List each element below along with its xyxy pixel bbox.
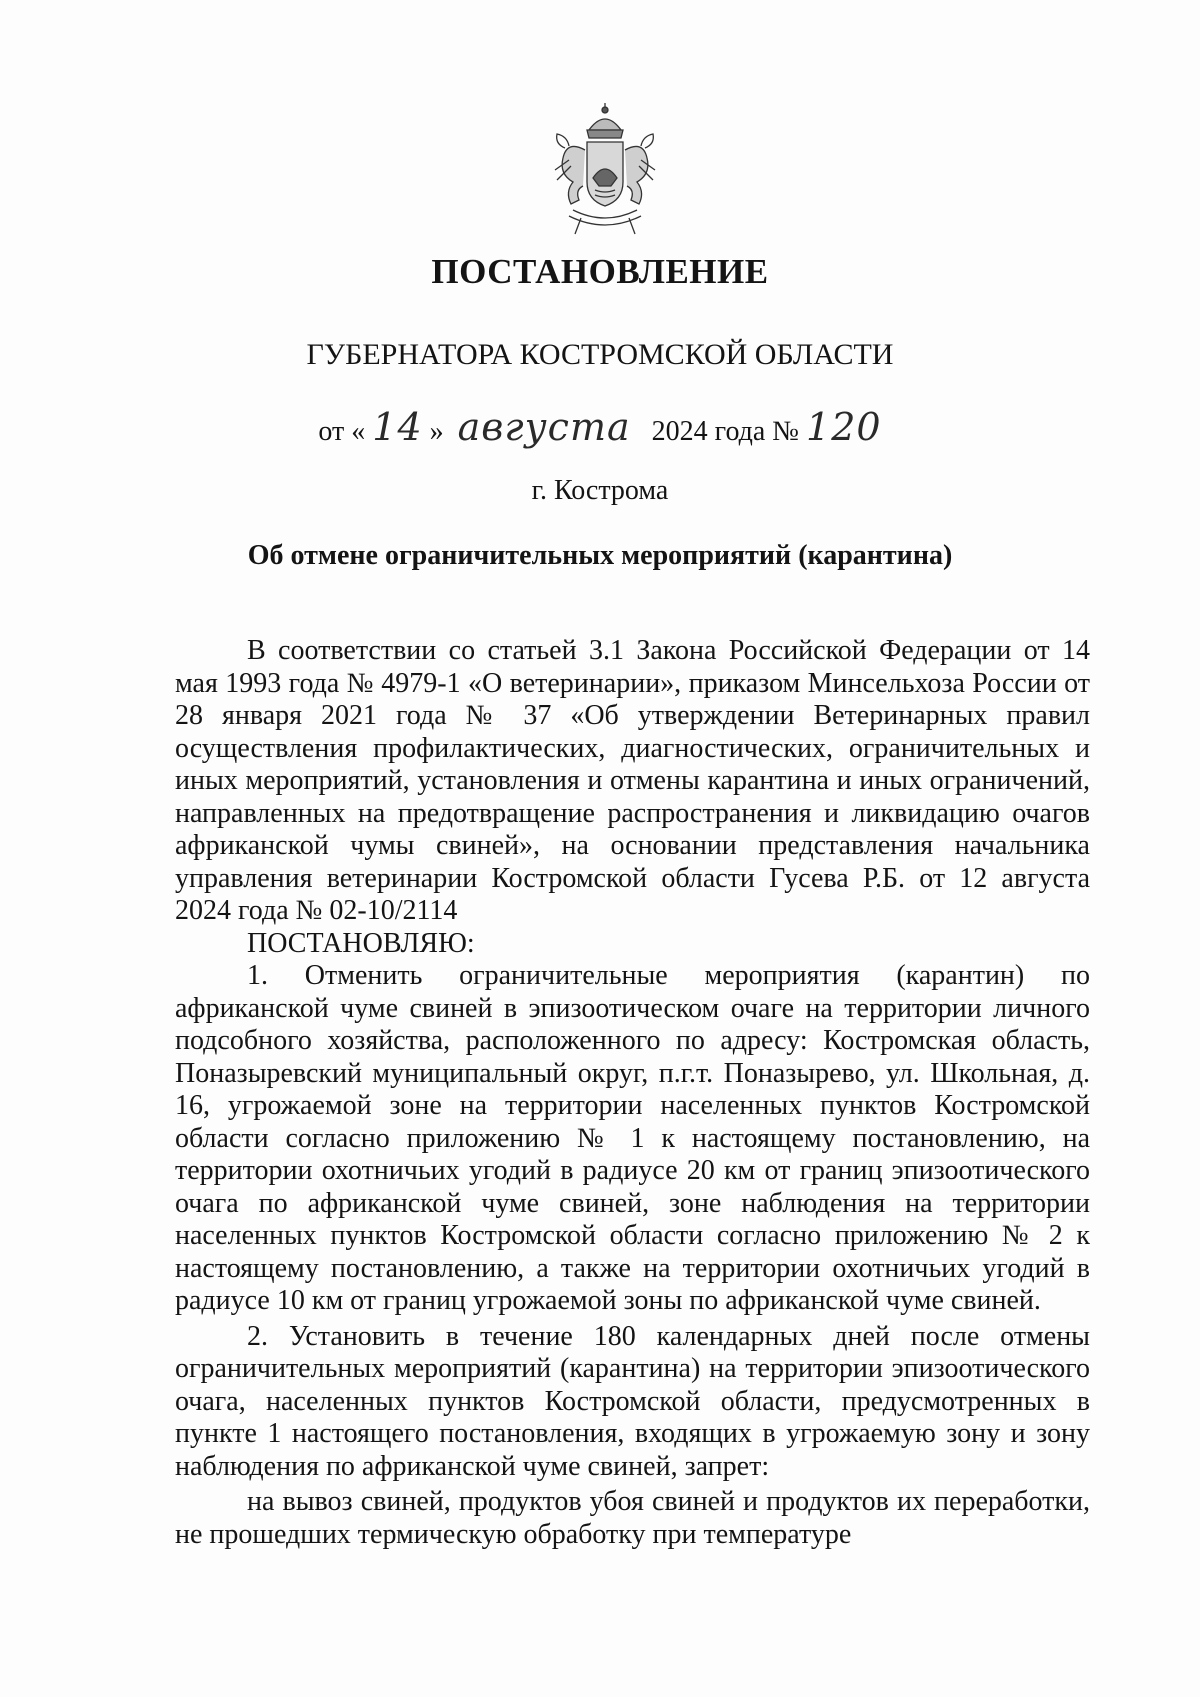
quote-close: » <box>429 416 444 447</box>
issuing-authority: ГУБЕРНАТОРА КОСТРОМСКОЙ ОБЛАСТИ <box>306 338 894 371</box>
clause-2-subitem: на вывоз свиней, продуктов убоя свиней и продуктов их переработки, не прошедших термическую обработку при температуре <box>175 1486 1090 1550</box>
preamble-paragraph: В соответствии со статьей 3.1 Закона Российской Федерации от 14 мая 1993 года № 4979-1 «О ветеринарии», приказом Минсельхоза России от 28 января 2021 года № 37 «Об утверждении Ветеринарных правил осуществления профилактических, диагностических, ограничительных и иных мероприятий, установления и отмены карантина и иных ограничений, направленных на предотвращение распространения и ликвидацию очагов африканской чумы свиней», на основании представления начальника управления ветеринарии Костромской области Гусева Р.Б. от 12 августа 2024 года № 02-10/2114 <box>175 635 1090 926</box>
date-prefix: от <box>318 416 345 447</box>
document-body <box>175 635 1090 1551</box>
document-heading: Об отмене ограничительных мероприятий (карантина) <box>247 540 953 571</box>
city: г. Кострома <box>531 475 669 506</box>
document-title: ПОСТАНОВЛЕНИЕ <box>431 252 769 291</box>
date-day-handwritten: 14 <box>372 405 423 449</box>
date-month-handwritten: августа <box>457 405 631 449</box>
clause-1: 1. Отменить ограничительные мероприятия (карантин) по африканской чуме свиней в эпизоотическом очаге на территории личного подсобного хозяйства, расположенного по адресу: Костромская область, Поназыревский муниципальный округ, п.г.т. Поназырево, ул. Школьная, д. 16, угрожаемой зоне на территории населенных пунктов Костромской области согласно приложению № 1 к настоящему постановлению, на территории охотничьих угодий в радиусе 20 км от границ эпизоотического очага по африканской чуме свиней, зоне наблюдения на территории населенных пунктов Костромской области согласно приложению № 2 к настоящему постановлению, а также на территории охотничьих угодий в радиусе 10 км от границ угрожаемой зоны по африканской чуме свиней. <box>175 960 1090 1316</box>
date-year-text: 2024 года № <box>651 416 800 447</box>
kostroma-coat-of-arms-icon <box>545 100 665 240</box>
decree-word: ПОСТАНОВЛЯЮ: <box>247 927 475 959</box>
quote-open: « <box>351 416 366 447</box>
clause-2: 2. Установить в течение 180 календарных дней после отмены ограничительных мероприятий (карантина) на территории эпизоотического очага, населенных пунктов Костромской области, предусмотренных в пункте 1 настоящего постановления, входящих в угрожаемую зону и зону наблюдения по африканской чуме свиней, запрет: <box>175 1320 1090 1482</box>
document-number-handwritten: 120 <box>806 405 882 449</box>
date-number-line <box>0 405 1200 449</box>
